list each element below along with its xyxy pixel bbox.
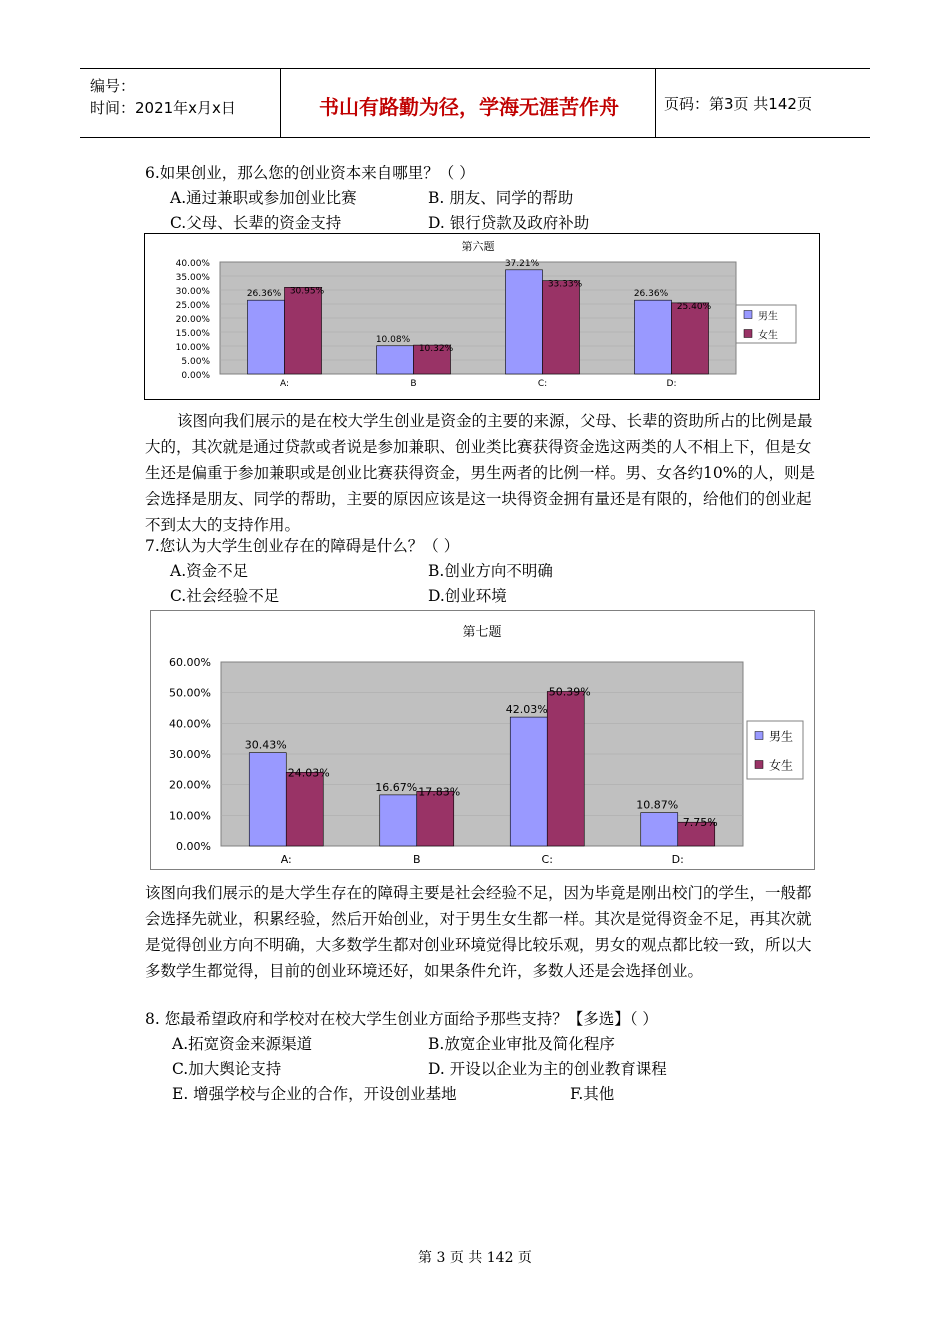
data-label: 26.36% [246,289,282,300]
data-label: 50.39% [548,685,591,699]
data-label: 10.87% [636,798,679,812]
x-category-label: C: [541,853,553,866]
legend-swatch [744,330,752,338]
bar-female [285,287,322,374]
data-label: 7.75% [682,816,718,830]
y-tick-label: 30.00% [175,287,210,297]
q7-option-b: B.创业方向不明确 [428,562,553,580]
data-label: 17.83% [418,785,461,799]
q6-option-d: D. 银行贷款及政府补助 [428,214,590,232]
q6-question: 6.如果创业，那么您的创业资本来自哪里？（ ） [145,164,475,182]
x-category-label: D: [666,379,677,389]
x-category-label: A: [280,853,292,866]
header-motto: 书山有路勤为径，学海无涯苦作舟 [319,95,619,119]
q6-option-c: C.父母、长辈的资金支持 [170,214,342,232]
x-category-label: B [412,853,421,866]
data-label: 16.67% [375,780,418,794]
chart-title: 第六题 [461,240,495,253]
q8-option-a: A.拓宽资金来源渠道 [172,1035,313,1053]
legend-label: 男生 [769,729,794,744]
x-category-label: C: [537,379,548,389]
bar-male [641,813,678,846]
bar-female [286,772,323,846]
q7-option-c: C.社会经验不足 [170,587,280,605]
bar-male [506,270,543,374]
data-label: 10.08% [375,334,411,345]
chart-q7 [150,610,815,874]
q6-option-a: A.通过兼职或参加创业比赛 [170,189,357,207]
bar-male [380,795,417,846]
legend-swatch [755,761,763,769]
bar-male [377,346,414,374]
bar-female [547,691,584,846]
x-category-label: A: [279,379,290,389]
header-divider [655,69,656,137]
data-label: 25.40% [676,301,712,312]
doc-date-label: 时间：2021年x月x日 [90,99,236,117]
header-divider [280,69,281,137]
legend-label: 女生 [758,330,778,342]
q8-option-c: C.加大舆论支持 [172,1060,282,1078]
y-tick-label: 10.00% [169,809,211,823]
y-tick-label: 10.00% [175,343,210,353]
y-tick-label: 20.00% [175,315,210,325]
bar-female [417,791,454,846]
bar-female [672,303,709,374]
data-label: 33.33% [547,279,583,290]
legend-label: 男生 [758,311,778,323]
chart-q6-svg [144,233,820,400]
y-tick-label: 40.00% [169,717,211,731]
data-label: 30.95% [289,286,325,297]
data-label: 37.21% [504,258,540,269]
q8-question: 8. 您最希望政府和学校对在校大学生创业方面给予那些支持？【多选】（ ） [145,1010,658,1028]
data-label: 26.36% [633,289,669,300]
y-tick-label: 5.00% [181,357,210,367]
legend-swatch [744,311,752,319]
q7-option-d: D.创业环境 [428,587,507,605]
data-label: 30.43% [244,738,287,752]
y-tick-label: 25.00% [175,301,210,311]
page-footer: 第 3 页 共 142 页 [418,1250,532,1266]
q7-analysis-paragraph: 该图向我们展示的是大学生存在的障碍主要是社会经验不足，因为毕竟是刚出校门的学生，一般都会选择先就业，积累经验，然后开始创业，对于男生女生都一样。其次是觉得资金不足，再其次就是觉得创业方向不明确，大多数学生都对创业环境觉得比较乐观，男女的观点都比较一致，所以大多数学生都觉得，目前的创业环境还好，如果条件允许，多数人还是会选择创业。 [145,884,812,980]
x-category-label: D: [671,853,684,866]
doc-number-label: 编号： [90,77,136,95]
chart-title: 第七题 [462,625,502,640]
y-tick-label: 0.00% [176,840,211,853]
legend-swatch [755,732,763,740]
y-tick-label: 20.00% [169,778,211,792]
y-tick-label: 60.00% [169,656,211,669]
data-label: 10.32% [418,344,454,355]
bar-male [510,717,547,846]
bar-male [635,300,672,374]
y-tick-label: 0.00% [181,371,210,381]
header-left [90,75,236,119]
q6-analysis-paragraph: 该图向我们展示的是在校大学生创业是资金的主要的来源，父母、长辈的资助所占的比例是最大的，其次就是通过贷款或者说是参加兼职、创业类比赛获得资金选这两类的人不相上下，但是女生还是偏重于参加兼职或是创业比赛获得资金，男生两者的比例一样。男、女各约10%的人，则是会选择是朋友、同学的帮助，主要的原因应该是这一块得资金拥有量还是有限的，给他们的创业起不到太大的支持作用。 [145,412,815,534]
q8-option-d: D. 开设以企业为主的创业教育课程 [428,1060,667,1078]
y-tick-label: 35.00% [175,273,210,283]
q8-option-b: B.放宽企业审批及简化程序 [428,1035,615,1053]
y-tick-label: 30.00% [169,748,211,761]
q8-option-f: F.其他 [570,1085,615,1103]
q8-option-e: E. 增强学校与企业的合作，开设创业基地 [172,1085,457,1103]
data-label: 24.03% [287,766,330,780]
bar-male [249,753,286,846]
bar-female [543,281,580,374]
chart-q6 [144,233,820,404]
x-category-label: B [410,379,417,389]
chart-q7-svg [150,610,815,870]
bar-male [248,300,285,374]
header-page-info: 页码：第3页 共142页 [664,95,812,113]
data-label: 42.03% [505,703,548,717]
q7-question: 7.您认为大学生创业存在的障碍是什么？（ ） [145,537,460,555]
q7-option-a: A.资金不足 [170,562,249,580]
page-header [80,68,870,138]
y-tick-label: 40.00% [175,259,210,269]
legend-label: 女生 [769,758,794,773]
y-tick-label: 15.00% [175,329,210,339]
y-tick-label: 50.00% [169,686,211,700]
q6-option-b: B. 朋友、同学的帮助 [428,189,574,207]
